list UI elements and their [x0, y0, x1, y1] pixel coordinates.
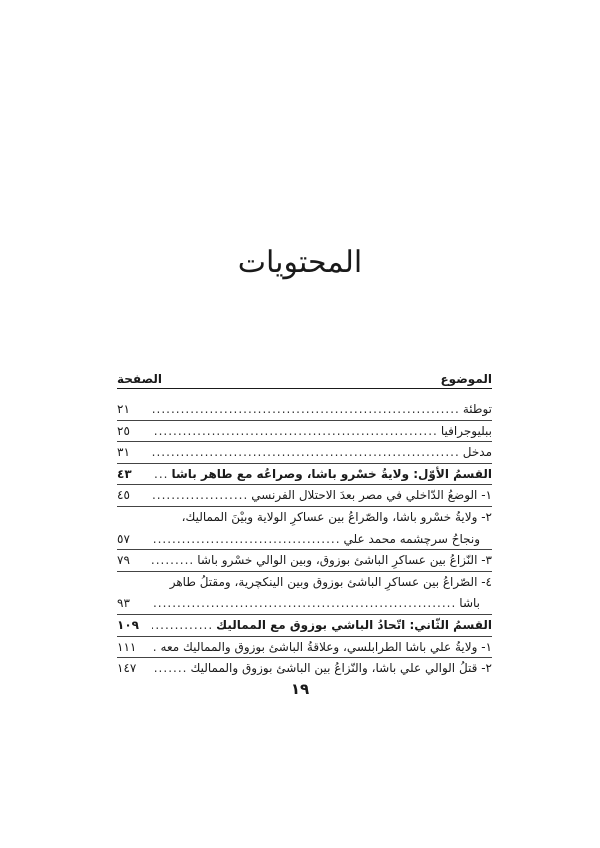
toc-entry[interactable]: [117, 637, 492, 659]
toc-entry-page: ٥٧: [117, 531, 130, 546]
toc-header: [117, 366, 492, 389]
toc-entry[interactable]: [117, 421, 492, 443]
toc-section-entry[interactable]: [117, 615, 492, 637]
toc-entry-title: ١- الوضعُ الدّاخلي في مصر بعدَ الاحتلال الفرنسي: [251, 488, 492, 503]
toc-entry-page: ٣١: [117, 445, 130, 460]
leader-dots: [152, 637, 158, 657]
leader-dots: [152, 615, 213, 635]
toc-entry[interactable]: [117, 485, 492, 507]
toc-entries: [117, 399, 492, 680]
toc-entry[interactable]: [117, 658, 492, 680]
leader-dots: [152, 658, 187, 678]
toc-entry-page: ٢٥: [117, 423, 130, 438]
toc-entry-title: ونجاحُ سرچشمه محمد علي: [343, 531, 480, 546]
leader-dots: [152, 464, 168, 484]
page-number: ١٩: [290, 680, 310, 698]
toc-entry-title: توطئة: [462, 402, 492, 416]
leader-dots: [152, 593, 456, 613]
leader-dots: [152, 550, 194, 570]
toc-entry-page: ٧٩: [117, 553, 130, 568]
topic-column-header: الموضوع: [440, 372, 492, 386]
toc-entry-page: ٤٣: [117, 466, 132, 481]
table-of-contents: [117, 366, 492, 680]
toc-entry-title: ٢- ولايةُ خسْرو باشا، والصّراعُ بين عساكرِ الولاية وبيْنَ المماليك،: [181, 509, 492, 524]
page-title: المحتويات: [237, 245, 363, 280]
toc-entry-title: مدخل: [462, 445, 492, 460]
toc-entry-title: ١- ولايةُ علي باشا الطرابلسي، وعلاقةُ الباشئ بوزوق والمماليك معه: [160, 639, 492, 654]
toc-entry-title: ٣- النّزاعُ بين عساكرِ الباشئ بوزوق، وبين الوالي خسْرو باشا: [197, 553, 492, 568]
toc-section-entry[interactable]: [117, 464, 492, 486]
toc-entry-page: ١٤٧: [117, 661, 137, 676]
toc-entry-page: ١١١: [117, 639, 137, 654]
toc-entry-title: ٢- قتلُ الوالي علي باشا، والنّزاعُ بين الباشئ بوزوق والمماليك: [190, 661, 492, 676]
toc-entry-title: القسمُ الثّاني: اتّحادُ الباشي بوزوق مع المماليك: [216, 617, 492, 632]
toc-entry[interactable]: [117, 507, 492, 529]
toc-entry-title: القسمُ الأوّل: ولايةُ خسْرو باشا، وصراعُه مع طاهر باشا: [171, 466, 492, 481]
leader-dots: [152, 485, 248, 505]
toc-entry-continued[interactable]: [117, 593, 492, 615]
toc-entry-title: ٤- الصّراعُ بين عساكرِ الباشئ بوزوق وبين الينكچرية، ومقتلُ طاهر: [169, 574, 492, 589]
toc-entry-page: ٢١: [117, 402, 130, 416]
toc-entry[interactable]: [117, 572, 492, 594]
page-column-header: الصفحة: [117, 372, 163, 386]
toc-entry[interactable]: [117, 550, 492, 572]
toc-entry-title: باشا: [459, 596, 480, 611]
leader-dots: [152, 442, 460, 462]
toc-entry-title: ببليوجرافيا: [440, 423, 492, 438]
leader-dots: [152, 529, 341, 549]
toc-entry-page: ٩٣: [117, 596, 130, 611]
toc-entry[interactable]: [117, 399, 492, 421]
toc-entry-continued[interactable]: [117, 529, 492, 551]
toc-entry-page: ١٠٩: [117, 617, 139, 632]
toc-entry-page: ٤٥: [117, 488, 130, 503]
leader-dots: [152, 421, 438, 441]
toc-entry[interactable]: [117, 442, 492, 464]
leader-dots: [152, 399, 460, 419]
